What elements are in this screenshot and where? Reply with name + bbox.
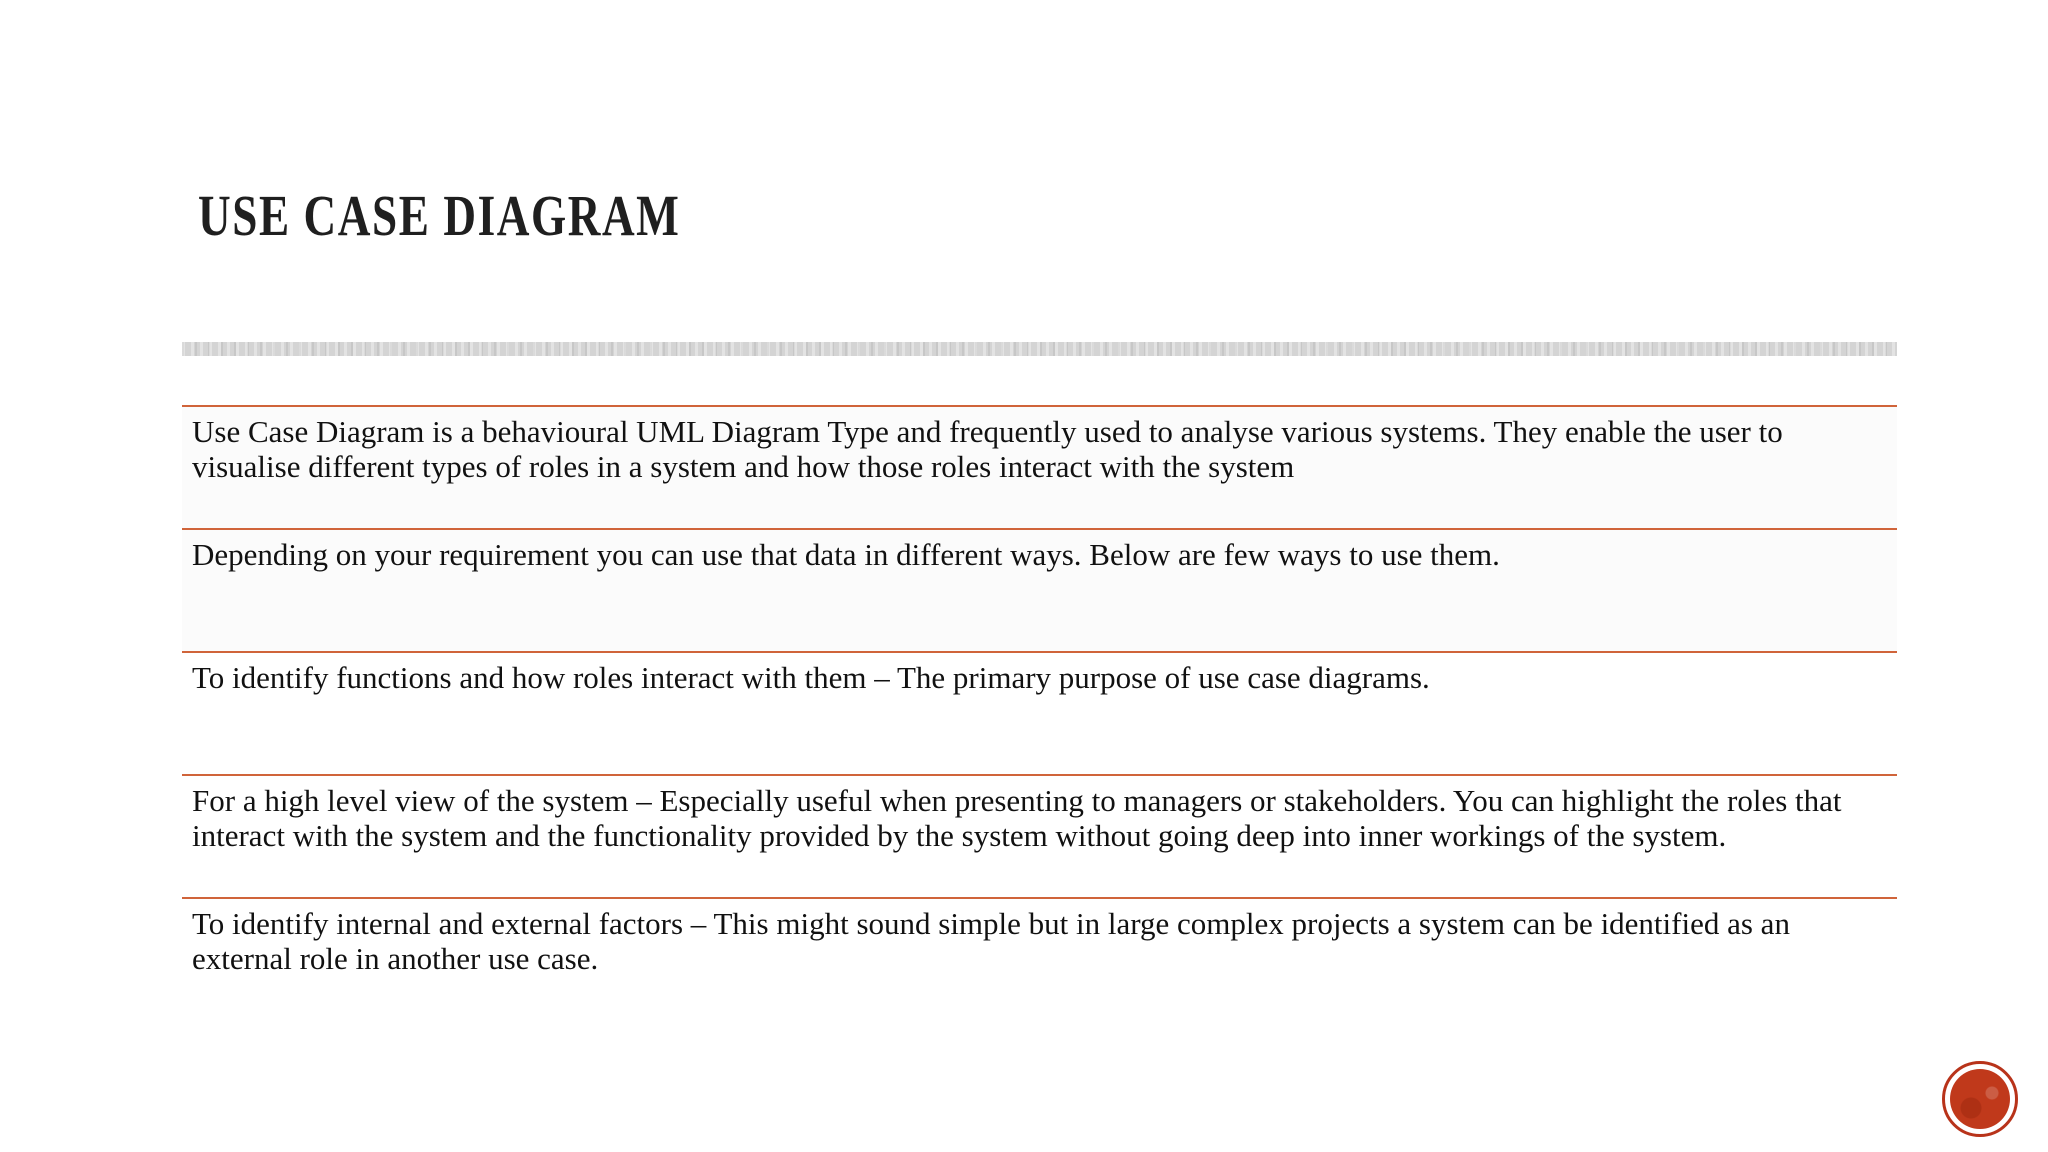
- row-text: For a high level view of the system – Especially useful when presenting to managers or stakeholders. You can highlight the roles that interact with the system and the functionality provided by the system without going deep into inner workings of the system.: [192, 783, 1842, 853]
- table-row: [182, 651, 1897, 774]
- row-text: Depending on your requirement you can use that data in different ways. Below are few ways to use them.: [192, 537, 1500, 572]
- row-text: To identify functions and how roles interact with them – The primary purpose of use case diagrams.: [192, 660, 1430, 695]
- circle-button-fill: [1950, 1069, 2010, 1129]
- slide-title: USE CASE DIAGRAM: [198, 183, 681, 248]
- table-row: [182, 774, 1897, 897]
- table-row: [182, 405, 1897, 528]
- title-divider-band: [182, 342, 1897, 356]
- row-text: Use Case Diagram is a behavioural UML Diagram Type and frequently used to analyse various systems. They enable the user to visualise different types of roles in a system and how those roles interact with the system: [192, 414, 1783, 484]
- row-text: To identify internal and external factors – This might sound simple but in large complex projects a system can be identified as an external role in another use case.: [192, 906, 1790, 976]
- table-row: [182, 528, 1897, 651]
- circle-button-icon[interactable]: [1942, 1061, 2018, 1137]
- table-row: [182, 897, 1897, 997]
